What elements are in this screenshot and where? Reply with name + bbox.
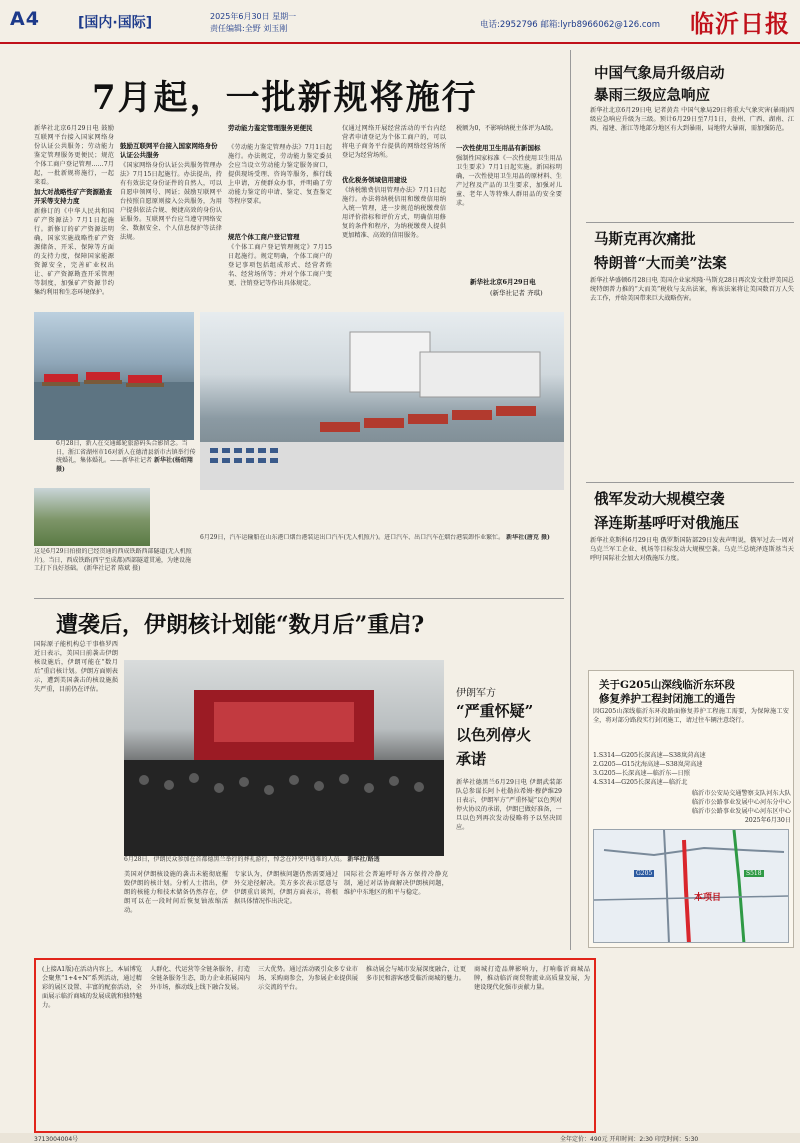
- main-col1: 新华社北京6月29日电 鼓励互联网平台接入国家网络身份认证公共服务；劳动能力鉴定管理服务更便民；规范个体工商户登记管理……7月起，一批新规将施行，一起来看。: [34, 125, 114, 186]
- iran-col4: 国际社会普遍呼吁各方保持冷静克制，通过对话协商解决伊朗核问题，维护中东地区的和平与稳定。: [344, 871, 448, 896]
- bottom-col4: 推动展会与城市发展深度融合，让更多市民和游客感受临沂商城的魅力。: [366, 966, 466, 982]
- iran-photo-credit: 新华社/路透: [347, 856, 380, 863]
- notice-item: 4.S314—G205长深高速—临沂北: [593, 779, 688, 786]
- map-project-label: 本项目: [694, 893, 722, 903]
- notice-signer-1: 临沂市公安局交通警察支队河东大队: [692, 790, 791, 797]
- main-sub3: 劳动能力鉴定管理服务更便民: [228, 124, 313, 132]
- iran-photo-caption: [124, 856, 444, 866]
- boat-illustration: [34, 312, 194, 440]
- wedding-credit: 新华社(杨绍翔 摄): [56, 457, 193, 473]
- contact-line: 电话:2952796 邮箱:lyrb8966062@126.com: [480, 20, 661, 30]
- main-col1b: 新修订的《中华人民共和国矿产资源法》7月1日起施行。新修订的矿产资源法明确，国家实施战略性矿产资源储备、开采、保障等方面的支持力度，保障国家能源资源安全，完善矿业权出让、矿产资源勘查开采管理等制度，加强矿产资源节约集约利用和生态环境保护。: [34, 208, 114, 296]
- main-col3: 《劳动能力鉴定管理办法》7月1日起施行。办法规定，劳动能力鉴定委员会应当设立劳动能力鉴定服务窗口，提供现场受理、咨询等服务，推行线上申请，方便群众办事，并明确了劳动能力鉴定的申请、鉴定、复查鉴定等程序要求。: [228, 144, 332, 205]
- bottom-col1: (上接A1版)在活动内容上，本届博览会聚焦“1+4+N”系列活动，通过精彩的展区设置、丰富的配套活动，全面展示临沂商城的发展成就和独特魅力。: [42, 966, 142, 1009]
- map-road-label: S518: [746, 870, 762, 877]
- weather-title-2: 暴雨三级应急响应: [594, 87, 710, 104]
- musk-title-2: 特朗普“大而美”法案: [594, 255, 727, 272]
- header-rule: [0, 42, 800, 44]
- notice-signer-3: 临沂市公路事业发展中心河东区中心: [692, 808, 791, 815]
- bottom-col2: 人群化、代运营等全链条服务，打造全链条服务生态，助力企业拓展国内外市场，推动线上线下融合发展。: [150, 966, 250, 991]
- main-byline: (新华社记者 齐琪): [490, 289, 543, 297]
- route-map: [593, 829, 789, 943]
- notice-signer-2: 临沂市公路事业发展中心河东分中心: [692, 799, 791, 806]
- iran-photo-caption-text: 6月28日，伊朗民众参加在首都德黑兰举行的葬礼游行，悼念在冲突中遇难的人员。: [124, 856, 346, 863]
- iran-side-body: 新华社德黑兰6月29日电 伊朗武装部队总参谋长阿卜杜勒拉希姆·穆萨维29日表示，伊朗军方“严重怀疑”以色列对停火协议的承诺，伊朗已做好准备，一旦以色列再次发动侵略将予以坚决回应。: [456, 779, 562, 831]
- port-photo: [200, 312, 564, 490]
- port-caption: [200, 534, 564, 564]
- route-map-illustration: [594, 830, 789, 943]
- road-notice: [588, 670, 794, 948]
- port-caption-text: 6月29日，汽车运输船在山东港口烟台港装运出口汽车(无人机照片)。进口汽车、出口汽车在烟台港装卸作业繁忙。: [200, 534, 505, 541]
- main-col4b: 《纳税缴费信用管理办法》7月1日起施行。办法将纳税信用和缴费信用纳入统一管理，进一步规范纳税缴费信用评价指标和评价方式，明确信用修复的条件和程序，为纳税缴费人提供更加精准、高效的信用服务。: [342, 187, 446, 239]
- main-sub2: 鼓励互联网平台接入国家网络身份认证公共服务: [120, 142, 218, 159]
- musk-top-rule: [586, 222, 794, 223]
- iran-col3: 专家认为，伊朗核问题仍然需要通过外交途径解决。美方多次表示愿意与伊朗重启谈判，伊朗方面表示，将根据具体情况作出决定。: [234, 871, 338, 905]
- tunnel-caption: [34, 548, 194, 588]
- notice-body: 因G205山深线临沂东环段路面修复养护工程施工需要，为保障施工安全，将对部分路段实行封闭施工，请过往车辆注意绕行。: [593, 708, 789, 724]
- port-credit: 新华社(唐克 摄): [506, 534, 550, 541]
- bottom-col5: 商城打造品牌影响力，打响临沂商城品牌，推动临沂商贸物流业高质量发展，为建设现代化强市贡献力量。: [474, 966, 590, 991]
- main-col3b: 《个体工商户登记管理规定》7月15日起施行。规定明确，个体工商户的登记事项包括组成形式、经营者姓名、经营场所等；并对个体工商户变更、注销登记等作出具体规定。: [228, 244, 332, 287]
- russia-top-rule: [586, 482, 794, 483]
- main-sub6: 一次性使用卫生用品有新国标: [456, 144, 541, 152]
- iran-rally-photo: [124, 660, 444, 856]
- editor-line: 责任编辑:全野 刘玉刚: [210, 24, 288, 33]
- page-number: A4: [10, 8, 40, 30]
- tunnel-credit: (新华社记者 陈斌 摄): [83, 565, 141, 572]
- footer-code: 3713004004号: [34, 1136, 79, 1143]
- main-sub4: 规范个体工商户登记管理: [228, 233, 300, 241]
- iran-col1: 国际原子能机构总干事格罗西近日表示，美国日前袭击伊朗核设施后，伊朗可能在“数月后”重启核计划。伊朗方面则表示，遭到美国袭击的核设施损失严重，目前仍在评估。: [34, 641, 118, 693]
- section-label: [国内·国际]: [78, 15, 153, 31]
- main-dateline: 新华社北京6月29日电: [470, 278, 536, 286]
- musk-body: 新华社华盛顿6月28日电 美国企业家埃隆·马斯克28日再次发文批评美国总统特朗普力推的“大而美”税收与支出法案，称该法案将让美国数百万人失去工作，并给美国带来巨大战略伤害。: [590, 277, 794, 302]
- notice-date: 2025年6月30日: [744, 817, 791, 824]
- notice-item: 2.G205—G15沈海高速—S38岚菏高速: [593, 761, 703, 768]
- footer-print-info: 全年定价：490元 开印时间：2:30 印完时间：5:30: [560, 1136, 699, 1143]
- tunnel-caption-text: 这是6月29日拍摄的已经贯通的西成铁路西部隧道(无人机照片)。当日，西成铁路(西宁至成都)西部隧道贯通，为建设施工打下良好基础。: [34, 548, 192, 572]
- column-divider: [570, 50, 571, 950]
- tunnel-photo: [34, 488, 150, 546]
- main-col4: 仅通过网络开展经营活动的平台内经营者申请登记为个体工商户的，可以将电子商务平台提供的网络经营场所登记为经营场所。: [342, 125, 446, 159]
- page-footer: [0, 1133, 800, 1143]
- wedding-caption-text: 6月28日，新人在交通邮轮旅游码头合影留念。当日，浙江省湖州市16对新人在德清县新市古镇举行传统婚礼，集体婚礼。——新华社记者: [56, 440, 196, 464]
- bottom-col3: 三大优势。通过活动吸引众多专业市场、采购商参会，为参展企业提供展示交流的平台。: [258, 966, 358, 991]
- main-col5: 税额为0，不影响纳税主体评为A级。: [456, 125, 558, 132]
- iran-col2: 美国对伊朗核设施的袭击未能彻底摧毁伊朗的核计划。分析人士指出，伊朗的核能力和技术储备仍然存在，伊朗可以在一段时间后恢复铀浓缩活动。: [124, 871, 228, 914]
- iran-side-kicker: 伊朗军方: [456, 688, 496, 699]
- notice-item: 3.G205—长深高速—临沂东—日照: [593, 770, 690, 777]
- iran-side-title-3: 承诺: [456, 750, 487, 768]
- weather-body: 新华社北京6月29日电 记者黄垚 中国气象局29日将重大气象灾害(暴雨)四级应急响应升级为三级。预计6月29日至7月1日，贵州、广西、湖南、江西、福建、浙江等地部分地区有大到暴雨，局地特大暴雨，需加强防范。: [590, 107, 794, 132]
- port-illustration: [200, 312, 564, 490]
- rally-illustration: [124, 660, 444, 856]
- russia-title-1: 俄军发动大规模空袭: [594, 491, 725, 508]
- iran-headline: 遭袭后，伊朗核计划能“数月后”重启?: [56, 612, 425, 638]
- iran-side-title-2: 以色列停火: [456, 726, 532, 744]
- musk-title-1: 马斯克再次痛批: [594, 231, 696, 248]
- main-headline: 7月起，一批新规将施行: [92, 78, 478, 118]
- main-col2: 《国家网络身份认证公共服务管理办法》7月15日起施行。办法提出，持有有效法定身份证件的自然人，可以自愿申领网号、网证；鼓励互联网平台按照自愿原则接入公共服务，为用户提供依法合规、便捷高效的身份认证服务。互联网平台应当遵守网络安全、数据安全、个人信息保护等法律法规。: [120, 162, 222, 241]
- wedding-caption: [56, 440, 196, 486]
- issue-date: 2025年6月30日 星期一: [210, 12, 297, 21]
- notice-title-2: 修复养护工程封闭施工的通告: [599, 693, 736, 705]
- main-sub5: 优化税务领域信用建设: [342, 176, 407, 184]
- page-header: [0, 0, 800, 44]
- russia-body: 新华社莫斯科6月29日电 俄罗斯国防部29日发表声明说，俄军过去一周对乌克兰军工企业、机场等目标发动大规模空袭。乌克兰总统泽连斯基当天呼吁国际社会加大对俄施压力度。: [590, 537, 794, 562]
- main-col5b: 强制性国家标准《一次性使用卫生用品卫生要求》7月1日起实施。新国标明确，一次性使用卫生用品的原材料、生产过程及产品的卫生要求，加强对儿童、老年人等特殊人群用品的安全要求。: [456, 155, 562, 207]
- russia-title-2: 泽连斯基呼吁对俄施压: [594, 515, 739, 532]
- iran-side-title-1: “严重怀疑”: [456, 702, 534, 720]
- notice-title-1: 关于G205山深线临沂东环段: [599, 679, 735, 691]
- map-road-label: G205: [636, 870, 653, 877]
- weather-title-1: 中国气象局升级启动: [594, 65, 725, 82]
- newspaper-logo: 临沂日报: [690, 9, 790, 38]
- iran-top-rule: [34, 598, 564, 599]
- wedding-photo: [34, 312, 194, 440]
- main-sub1: 加大对战略性矿产资源勘查开采等支持力度: [34, 188, 112, 205]
- notice-item: 1.S314—G205长深高速—S38岚菏高速: [593, 752, 706, 759]
